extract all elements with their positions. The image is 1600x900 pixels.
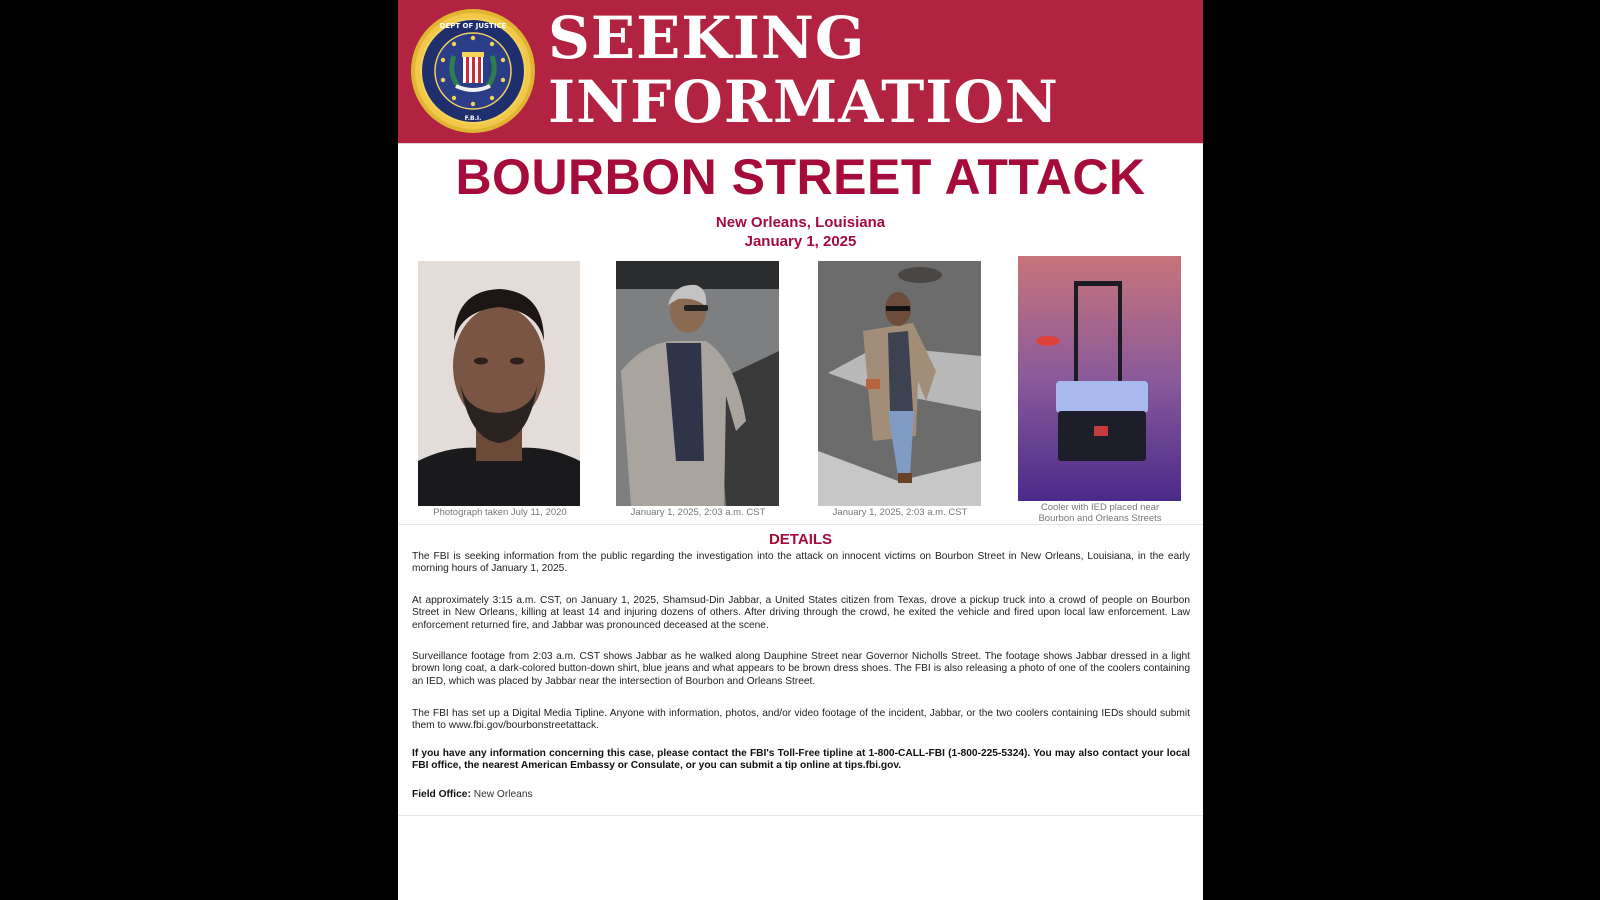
photo-caption-surveillance-2: January 1, 2025, 2:03 a.m. CST: [832, 507, 968, 518]
field-office: [412, 789, 533, 800]
field-office-value: New Orleans: [473, 789, 533, 800]
banner-title: [548, 6, 1059, 134]
banner-title-line2: INFORMATION: [548, 68, 1059, 136]
svg-text:DEPT OF JUSTICE: DEPT OF JUSTICE: [439, 22, 507, 30]
details-heading: DETAILS: [768, 531, 833, 548]
case-title: BOURBON STREET ATTACK: [455, 149, 1146, 205]
case-location: New Orleans, Louisiana: [715, 214, 886, 231]
photo-mugshot: [418, 261, 580, 506]
details-paragraph-4: The FBI has set up a Digital Media Tipline. Anyone with information, photos, and/or video footage of the incident, Jabbar, or the two coolers containing IEDs should submit them to www.fbi.gov/bourbonstreetattack.: [412, 708, 1190, 732]
photo-surveillance-2: [818, 261, 981, 506]
wanted-poster: [398, 0, 1203, 900]
details-contact: If you have any information concerning this case, please contact the FBI's Toll-Free tipline at 1-800-CALL-FBI (1-800-225-5324). You may also contact your local FBI office, the nearest American Embassy or Consulate, or you can submit a tip online at tips.fbi.gov.: [412, 748, 1190, 772]
case-date: January 1, 2025: [744, 233, 857, 250]
details-paragraph-1: The FBI is seeking information from the public regarding the investigation into the attack on innocent victims on Bourbon Street in New Orleans, Louisiana, in the early morning hours of January 1, 2025.: [412, 551, 1190, 575]
case-subtitle: [398, 213, 1203, 251]
field-office-label: Field Office:: [412, 789, 471, 800]
fbi-seal-icon: [410, 8, 536, 134]
photo-caption-cooler: Cooler with IED placed near Bourbon and Orleans Streets: [1038, 502, 1162, 524]
photo-surveillance-1: [616, 261, 779, 506]
details-paragraph-2: At approximately 3:15 a.m. CST, on January 1, 2025, Shamsud-Din Jabbar, a United States citizen from Texas, drove a pickup truck into a crowd of people on Bourbon Street in New Orleans, killing at least 14 and injuring dozens of others. After driving through the crowd, he exited the vehicle and fired upon local law enforcement. Law enforcement returned fire, and Jabbar was pronounced deceased at the scene.: [412, 595, 1190, 631]
header-banner: [398, 0, 1203, 144]
details-paragraph-3: Surveillance footage from 2:03 a.m. CST shows Jabbar as he walked along Dauphine Street near Governor Nicholls Street. The footage shows Jabbar dressed in a light brown long coat, a dark-colored button-down shirt, blue jeans and what appears to be brown dress shoes. The FBI is also releasing a photo of one of the coolers containing an IED, which was placed by Jabbar near the intersection of Bourbon and Orleans Street.: [412, 651, 1190, 687]
svg-text:F.B.I.: F.B.I.: [464, 115, 482, 122]
photo-caption-mugshot: Photograph taken July 11, 2020: [433, 507, 567, 518]
photo-cooler: [1018, 256, 1181, 501]
banner-title-line1: SEEKING: [548, 4, 866, 72]
photo-caption-surveillance-1: January 1, 2025, 2:03 a.m. CST: [630, 507, 766, 518]
